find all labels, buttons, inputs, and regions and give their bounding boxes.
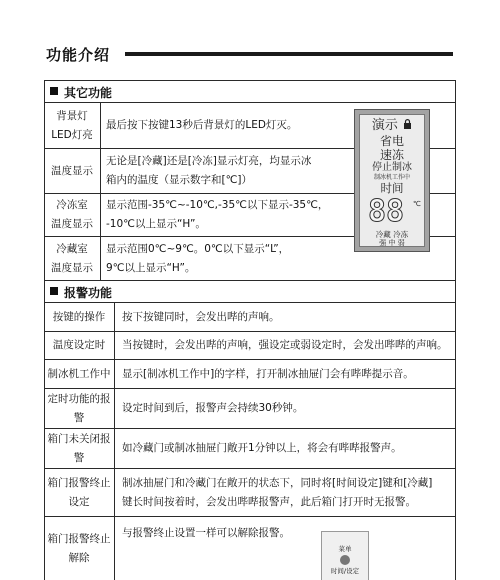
row-desc: 按下按键同时，会发出哔的声响。 xyxy=(122,310,280,323)
row-desc: 显示范围-35℃~-10℃,-35℃以下显示-35℃， -10℃以上显示“H”。 xyxy=(106,199,329,230)
row-desc: 与报警终止设置一样可以解除报警。 xyxy=(122,527,290,539)
row-label: 箱门未关闭报 警 xyxy=(44,429,115,468)
row-label: 背景灯 LED灯亮 xyxy=(44,103,101,148)
lcd-compartments: 冷藏 冷冻 xyxy=(375,230,409,239)
lcd-stop-ice: 停止制冰 xyxy=(372,162,412,173)
table-row xyxy=(44,359,456,388)
row-label: 冷藏室 温度显示 xyxy=(44,237,101,280)
table-row xyxy=(44,428,456,468)
row-label: 温度显示 xyxy=(44,149,101,193)
page-title: 功能介绍 xyxy=(46,46,111,64)
button-panel xyxy=(321,531,369,580)
row-desc: 显示[制冰机工作中]的字样，打开制冰抽屉门会有哔哔提示音。 xyxy=(122,367,414,380)
row-desc: 最后按下按键13秒后背景灯的LED灯灭。 xyxy=(106,119,298,131)
row-label: 冷冻室 温度显示 xyxy=(44,194,101,236)
time-set-label: 时间/设定 xyxy=(330,567,360,575)
section-header-alarm xyxy=(44,280,456,302)
square-bullet-icon xyxy=(50,87,58,95)
lock-icon xyxy=(403,118,412,133)
row-label: 温度设定时 xyxy=(44,332,115,359)
lcd-quick-freeze: 速冻 xyxy=(379,148,404,162)
lcd-demo: 演示 xyxy=(371,118,398,133)
section-header-other xyxy=(44,80,456,102)
row-desc: 如冷藏门或制冰抽屉门敞开1分钟以上，将会有哔哔报警声。 xyxy=(122,442,402,454)
lcd-degree: ℃ xyxy=(413,200,421,208)
row-label: 箱门报警终止 设定 xyxy=(44,469,115,516)
row-label: 箱门报警终止 解除 xyxy=(44,517,115,580)
menu-label: 菜单 xyxy=(338,545,352,553)
row-label: 按键的操作 xyxy=(44,303,115,331)
square-bullet-icon xyxy=(50,287,58,295)
row-desc: 当按键时，会发出哔的声响，强设定或弱设定时，会发出哔哔的声响。 xyxy=(122,339,448,351)
lcd-digits: 88 xyxy=(368,194,405,229)
section-title: 报警功能 xyxy=(64,286,113,300)
table-row xyxy=(44,302,456,331)
table-row xyxy=(44,516,456,580)
lcd-power-save: 省电 xyxy=(379,134,404,148)
table-row xyxy=(44,468,456,516)
time-set-button-icon xyxy=(340,555,350,565)
lcd-icemaker-working: 制冰机工作中 xyxy=(373,174,410,181)
table-row xyxy=(44,331,456,359)
lcd-screen xyxy=(359,114,425,247)
row-label: 制冰机工作中 xyxy=(44,360,115,388)
section-title: 其它功能 xyxy=(64,86,113,100)
row-desc: 无论是[冷藏]还是[冷冻]显示灯亮，均显示冰 箱内的温度（显示数字和[℃]） xyxy=(106,155,312,186)
lcd-levels: 强 中 弱 xyxy=(379,239,405,247)
lcd-time: 时间 xyxy=(380,181,404,195)
title-rule xyxy=(125,52,453,56)
lcd-display xyxy=(354,109,430,252)
row-desc: 制冰抽屉门和冷藏门在敞开的状态下，同时将[时间设定]键和[冷藏] 键长时间按着时，会发出哔哔报警声，此后箱门打开时无报警。 xyxy=(122,476,433,508)
row-label: 定时功能的报 警 xyxy=(44,389,115,428)
row-desc: 显示范围0℃~9℃。0℃以下显示“L”， 9℃以上显示“H”。 xyxy=(106,242,290,274)
table-row xyxy=(44,388,456,428)
row-desc: 设定时间到后，报警声会持续30秒钟。 xyxy=(122,402,304,414)
